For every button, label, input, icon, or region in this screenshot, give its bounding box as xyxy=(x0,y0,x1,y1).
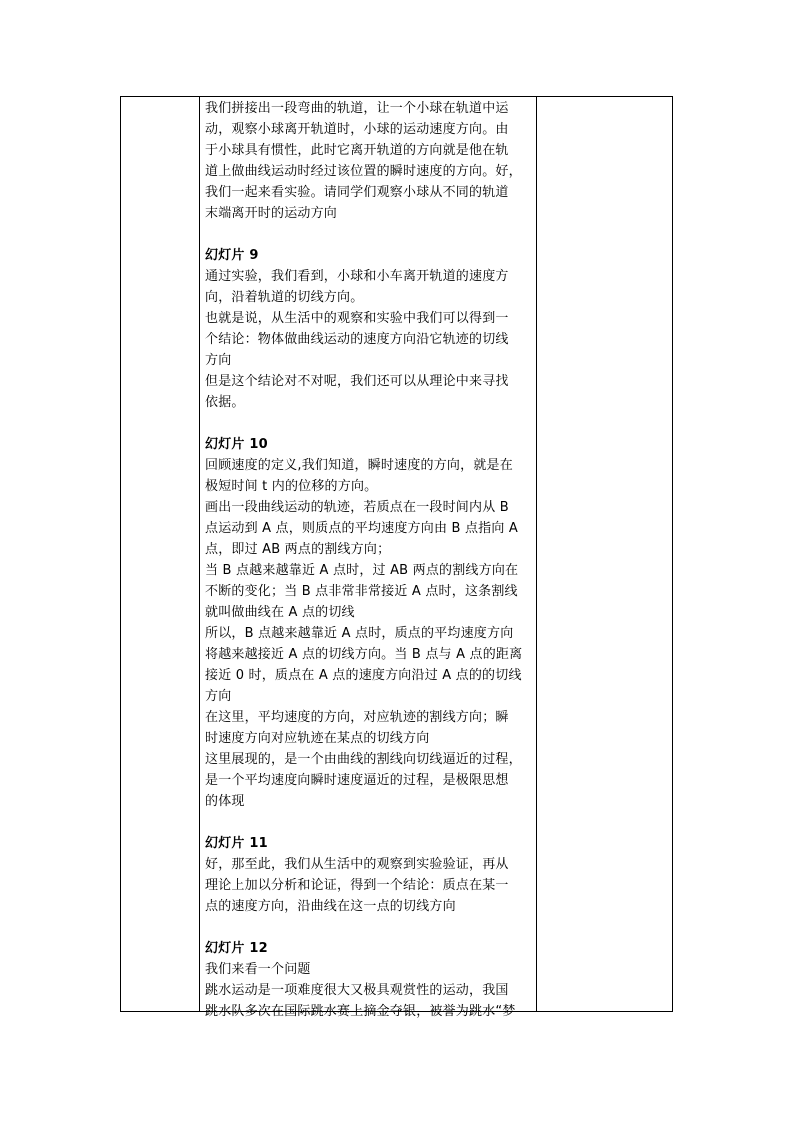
text-line: 在这里，平均速度的方向，对应轨迹的割线方向；瞬 xyxy=(205,710,509,725)
text-line: 不断的变化；当 B 点非常非常接近 A 点时，这条割线 xyxy=(205,584,518,599)
teaching-content-cell xyxy=(205,98,535,1022)
text-line: 极短时间 t 内的位移的方向。 xyxy=(205,479,378,494)
text-line: 我们一起来看实验。请同学们观察小球从不同的轨道 xyxy=(205,185,509,200)
text-line: 我们来看一个问题 xyxy=(205,962,311,977)
slide-11-block xyxy=(205,833,535,917)
text-line: 回顾速度的定义,我们知道，瞬时速度的方向，就是在 xyxy=(205,458,513,473)
text-line: 好，那至此，我们从生活中的观察到实验验证，再从 xyxy=(205,857,509,872)
lesson-table xyxy=(120,96,673,1019)
column-divider-left xyxy=(199,97,200,1011)
text-line: 但是这个结论对不对呢，我们还可以从理论中来寻找 xyxy=(205,374,509,389)
text-line: 当 B 点越来越靠近 A 点时，过 AB 两点的割线方向在 xyxy=(205,563,519,578)
text-line: 道上做曲线运动时经过该位置的瞬时速度的方向。好， xyxy=(205,164,522,179)
text-line: 动，观察小球离开轨道时，小球的运动速度方向。由 xyxy=(205,122,509,137)
text-line: 我们拼接出一段弯曲的轨道，让一个小球在轨道中运 xyxy=(205,101,509,116)
text-line: 画出一段曲线运动的轨迹，若质点在一段时间内从 B xyxy=(205,500,509,515)
text-line: 方向 xyxy=(205,353,232,368)
slide-title: 幻灯片 10 xyxy=(205,437,268,452)
intro-block xyxy=(205,98,535,224)
text-line: 跳水运动是一项难度很大又极具观赏性的运动，我国 xyxy=(205,983,509,998)
text-line: 点的速度方向，沿曲线在这一点的切线方向 xyxy=(205,899,456,914)
text-line: 接近 0 时，质点在 A 点的速度方向沿过 A 点的的切线 xyxy=(205,668,522,683)
slide-title: 幻灯片 11 xyxy=(205,836,268,851)
text-line: 末端离开时的运动方向 xyxy=(205,206,338,221)
text-line: 个结论：物体做曲线运动的速度方向沿它轨迹的切线 xyxy=(205,332,509,347)
text-line: 的体现 xyxy=(205,794,245,809)
text-line: 理论上加以分析和论证，得到一个结论：质点在某一 xyxy=(205,878,509,893)
text-line: 就叫做曲线在 A 点的切线 xyxy=(205,605,355,620)
slide-10-block xyxy=(205,434,535,812)
slide-12-block xyxy=(205,938,535,1022)
text-line: 也就是说，从生活中的观察和实验中我们可以得到一 xyxy=(205,311,509,326)
text-line: 跳水队多次在国际跳水赛上摘金夺银，被誉为跳水“梦 xyxy=(205,1004,516,1019)
slide-title: 幻灯片 9 xyxy=(205,248,259,263)
text-line: 所以，B 点越来越靠近 A 点时，质点的平均速度方向 xyxy=(205,626,514,641)
slide-title: 幻灯片 12 xyxy=(205,941,268,956)
text-line: 依据。 xyxy=(205,395,245,410)
text-line: 向，沿着轨道的切线方向。 xyxy=(205,290,364,305)
text-line: 这里展现的，是一个由曲线的割线向切线逼近的过程， xyxy=(205,752,522,767)
text-line: 点，即过 AB 两点的割线方向； xyxy=(205,542,391,557)
text-line: 是一个平均速度向瞬时速度逼近的过程，是极限思想 xyxy=(205,773,509,788)
text-line: 时速度方向对应轨迹在某点的切线方向 xyxy=(205,731,430,746)
text-line: 于小球具有惯性，此时它离开轨道的方向就是他在轨 xyxy=(205,143,509,158)
text-line: 将越来越接近 A 点的切线方向。当 B 点与 A 点的距离 xyxy=(205,647,523,662)
text-line: 通过实验，我们看到，小球和小车离开轨道的速度方 xyxy=(205,269,509,284)
column-divider-right xyxy=(536,97,537,1011)
slide-9-block xyxy=(205,245,535,413)
text-line: 方向 xyxy=(205,689,232,704)
text-line: 点运动到 A 点，则质点的平均速度方向由 B 点指向 A xyxy=(205,521,518,536)
